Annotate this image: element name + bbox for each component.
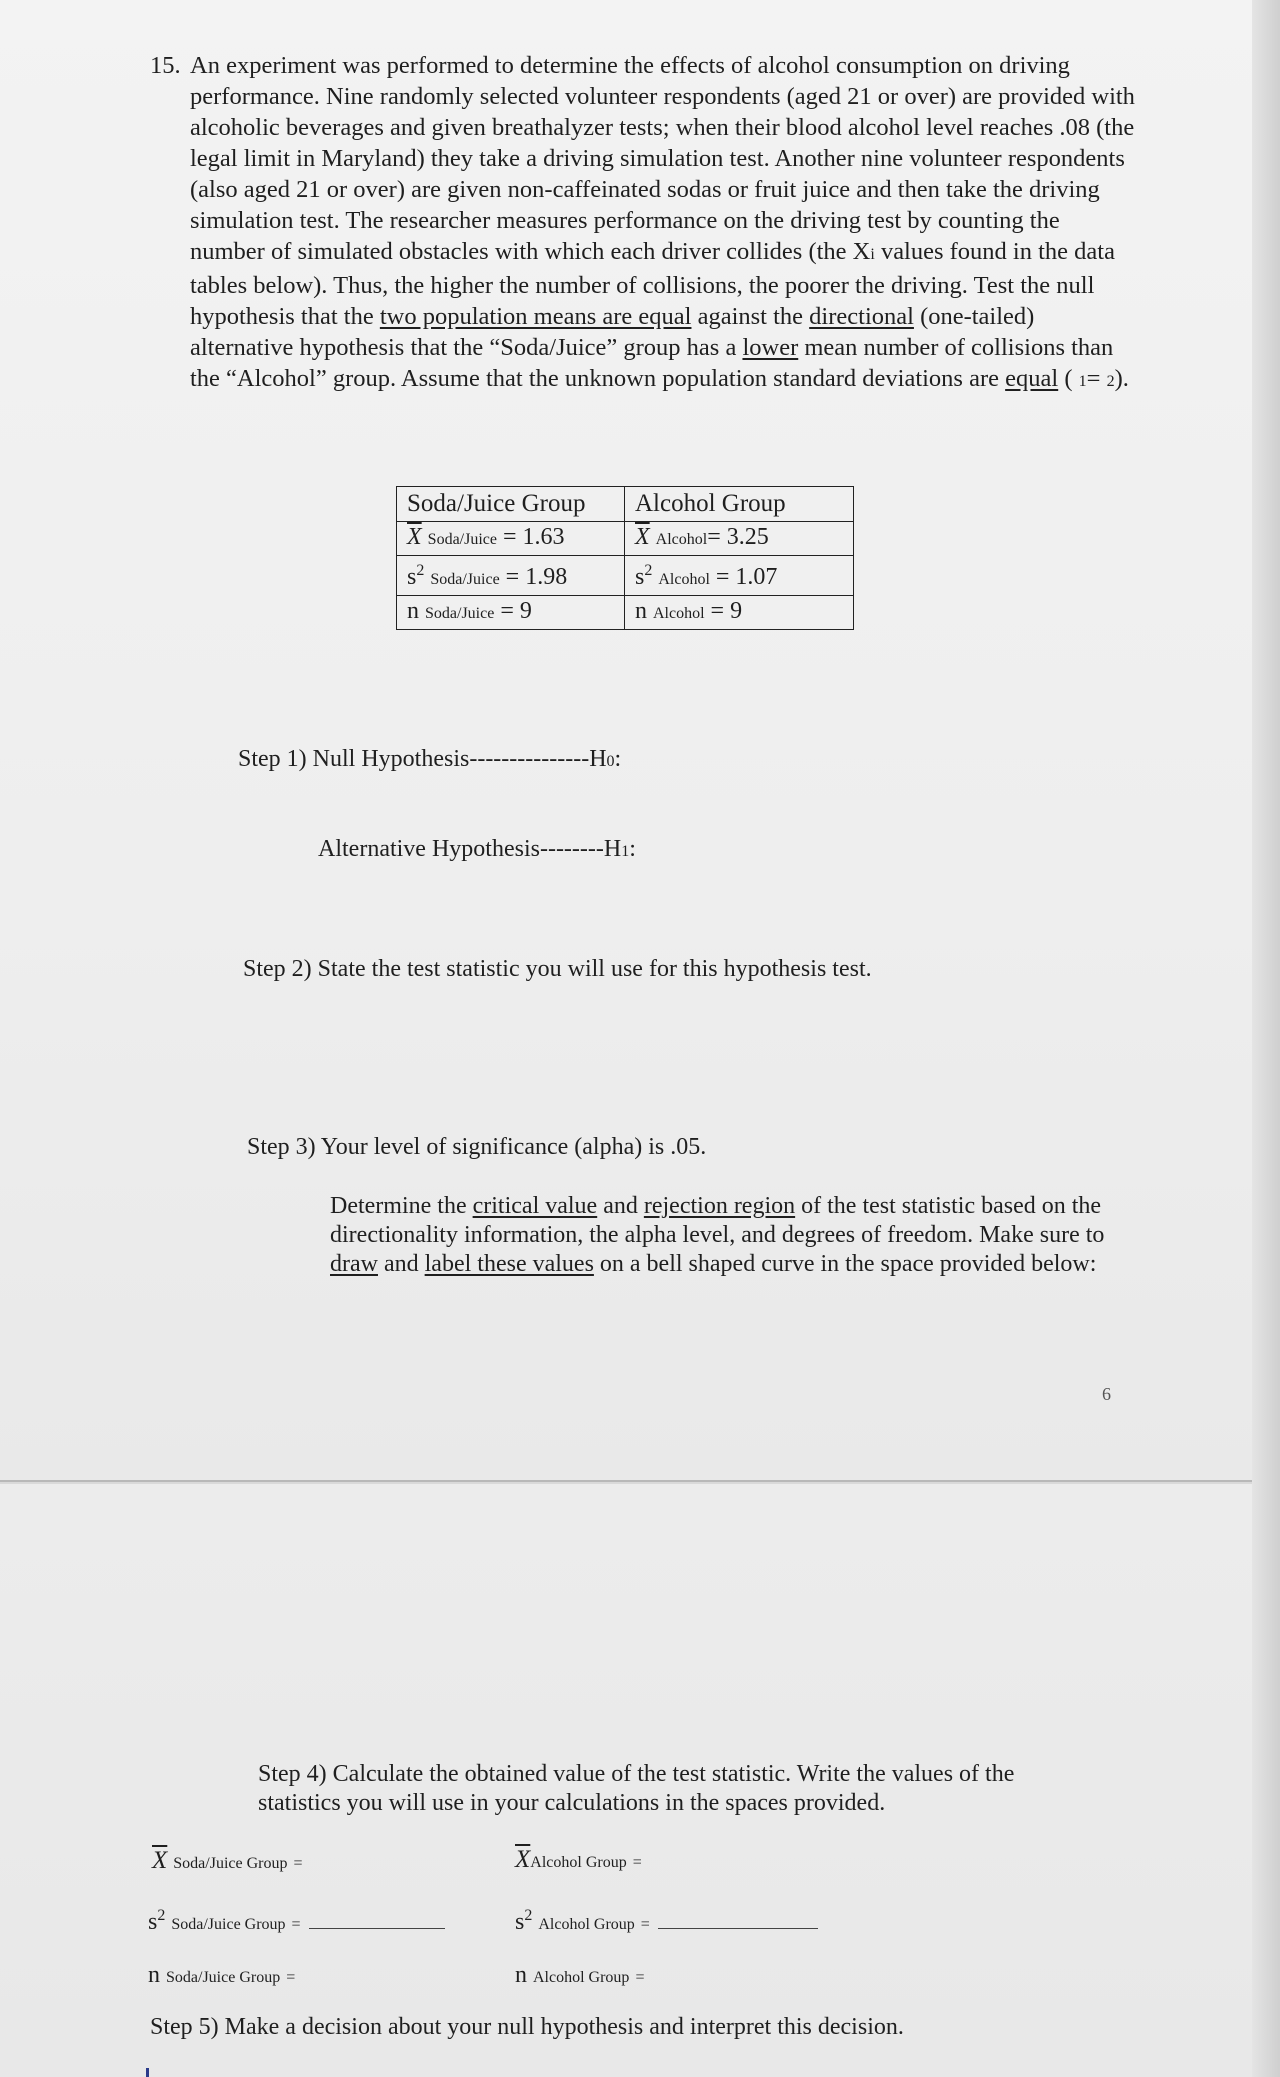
problem-number: 15. — [150, 52, 181, 79]
header-alcohol: Alcohol Group — [625, 487, 854, 522]
paper-edge — [1252, 0, 1280, 2077]
soda-n-cell: n Soda/Juice = 9 — [397, 596, 625, 630]
alternative-hypothesis: Alternative Hypothesis--------H1: — [318, 836, 636, 862]
alcohol-mean-cell: $\overline{X}$ Alcohol= 3.25 — [625, 522, 854, 556]
soda-variance-cell: $s^2$ Soda/Juice = 1.98 — [397, 556, 625, 596]
problem-text: An experiment was performed to determine the effects of alcohol consumption on driving performance. Nine randomly selected volunteer respondents (aged 21 or over) are provided with alcoholic beverages and given breathalyzer tests; when their blood alcohol level reaches .08 (the legal limit in Maryland) they take a driving simulation test. Another nine volunteer respondents (also aged 21 or over) are given non-caffeinated sodas or fruit juice and then take the driving simulation test. The researcher measures performance on the driving test by counting the number of simulated obstacles with which each driver collides (the Xi values found in the data tables below). Thus, the higher the number of collisions, the poorer the driving. Test the null hypothesis that the two population means are equal against the directional (one-tailed) alternative hypothesis that the “Soda/Juice” group has a lower mean number of collisions than the “Alcohol” group. Assume that the unknown population standard deviations are equal ( 1= 2). — [190, 52, 1135, 392]
header-soda-juice: Soda/Juice Group — [397, 487, 625, 522]
calc-s2-soda: $s^2$ Soda/Juice Group = — [148, 1901, 445, 1939]
step3-instructions: Determine the critical value and rejection region of the test statistic based on the directionality information, the alpha level, and degrees of freedom. Make sure to draw and label these values on a bell shaped curve in the space provided below: — [330, 1193, 1105, 1277]
calc-xbar-soda: $\overline{X}$ Soda/Juice Group = — [152, 1847, 303, 1874]
calc-xbar-alcohol: $\overline{X}Alcohol$ Group = — [515, 1846, 642, 1873]
alcohol-n-cell: n Alcohol = 9 — [625, 596, 854, 630]
step1-null-hypothesis: Step 1) Null Hypothesis---------------H0: — [238, 746, 622, 772]
summary-statistics-table — [396, 486, 854, 630]
s2-alcohol-answer-line[interactable] — [658, 1928, 818, 1929]
step3-significance: Step 3) Your level of significance (alpha) is .05. — [247, 1134, 707, 1160]
pen-mark — [146, 2068, 149, 2077]
step2-test-statistic: Step 2) State the test statistic you will use for this hypothesis test. — [243, 956, 872, 982]
soda-mean-cell: $\overline{X}$ Soda/Juice = 1.63 — [397, 522, 625, 556]
step4-calculate: Step 4) Calculate the obtained value of the test statistic. Write the values of the statistics you will use in your calculations in the spaces provided. — [258, 1761, 1015, 1816]
calc-n-alcohol: n Alcohol Group = — [515, 1962, 645, 1988]
page-number: 6 — [1102, 1384, 1111, 1404]
problem-statement — [150, 50, 1140, 397]
calc-s2-alcohol: $s^2$ Alcohol Group = — [515, 1901, 818, 1939]
alcohol-variance-cell: $s^2$ Alcohol = 1.07 — [625, 556, 854, 596]
calc-n-soda: n Soda/Juice Group = — [148, 1962, 296, 1988]
step5-decision: Step 5) Make a decision about your null hypothesis and interpret this decision. — [150, 2014, 904, 2040]
s2-soda-answer-line[interactable] — [309, 1928, 445, 1929]
